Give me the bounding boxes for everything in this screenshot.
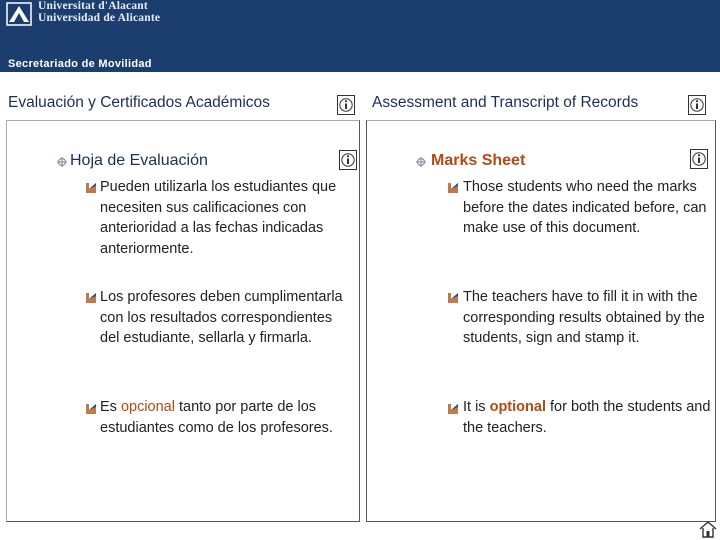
english-item-3-emphasis: optional <box>489 399 546 415</box>
spanish-item-3-before: Es <box>100 399 121 415</box>
info-icon[interactable] <box>690 149 708 169</box>
english-item-3-before: It is <box>463 399 490 415</box>
english-item-3 <box>463 397 715 438</box>
english-item-2: The teachers have to fill it in with the corresponding results obtained by the students, sign and stamp it. <box>463 289 705 346</box>
university-name-spanish: Universidad de Alicante <box>38 12 161 24</box>
english-heading: Marks Sheet <box>431 152 526 169</box>
header-bar <box>0 0 720 72</box>
crosshair-bullet-icon <box>57 157 67 167</box>
university-logo-icon <box>6 2 32 26</box>
english-column-title: Assessment and Transcript of Records <box>372 94 639 111</box>
info-icon[interactable] <box>688 95 706 115</box>
spanish-heading: Hoja de Evaluación <box>70 152 208 169</box>
university-name-valencian: Universitat d'Alacant <box>38 0 148 12</box>
arrow-bullet-icon <box>86 183 96 193</box>
spanish-item-3-emphasis: opcional <box>120 399 175 415</box>
arrow-bullet-icon <box>448 293 458 303</box>
spanish-item-1: Pueden utilizarla los estudiantes que necesiten sus calificaciones con anterioridad a las fechas indicadas anteriormente. <box>100 179 337 257</box>
english-item-3-after: for both the students and the teachers. <box>463 399 711 436</box>
arrow-bullet-icon <box>448 404 458 414</box>
arrow-bullet-icon <box>448 183 458 193</box>
info-icon[interactable] <box>337 95 355 115</box>
department-name: Secretariado de Movilidad <box>8 58 152 70</box>
spanish-item-3 <box>100 397 350 438</box>
info-icon[interactable] <box>339 150 357 170</box>
arrow-bullet-icon <box>86 404 96 414</box>
home-icon[interactable] <box>698 520 718 538</box>
spanish-item-3-after: tanto por parte de los estudiantes como de los profesores. <box>100 399 333 436</box>
arrow-bullet-icon <box>86 293 96 303</box>
spanish-item-2: Los profesores deben cumplimentarla con los resultados correspondientes del estudiante, sellarla y firmarla. <box>100 289 343 346</box>
spanish-column-title: Evaluación y Certificados Académicos <box>8 94 270 111</box>
english-item-1: Those students who need the marks before the dates indicated before, can make use of this document. <box>463 179 707 236</box>
crosshair-bullet-icon <box>416 157 426 167</box>
